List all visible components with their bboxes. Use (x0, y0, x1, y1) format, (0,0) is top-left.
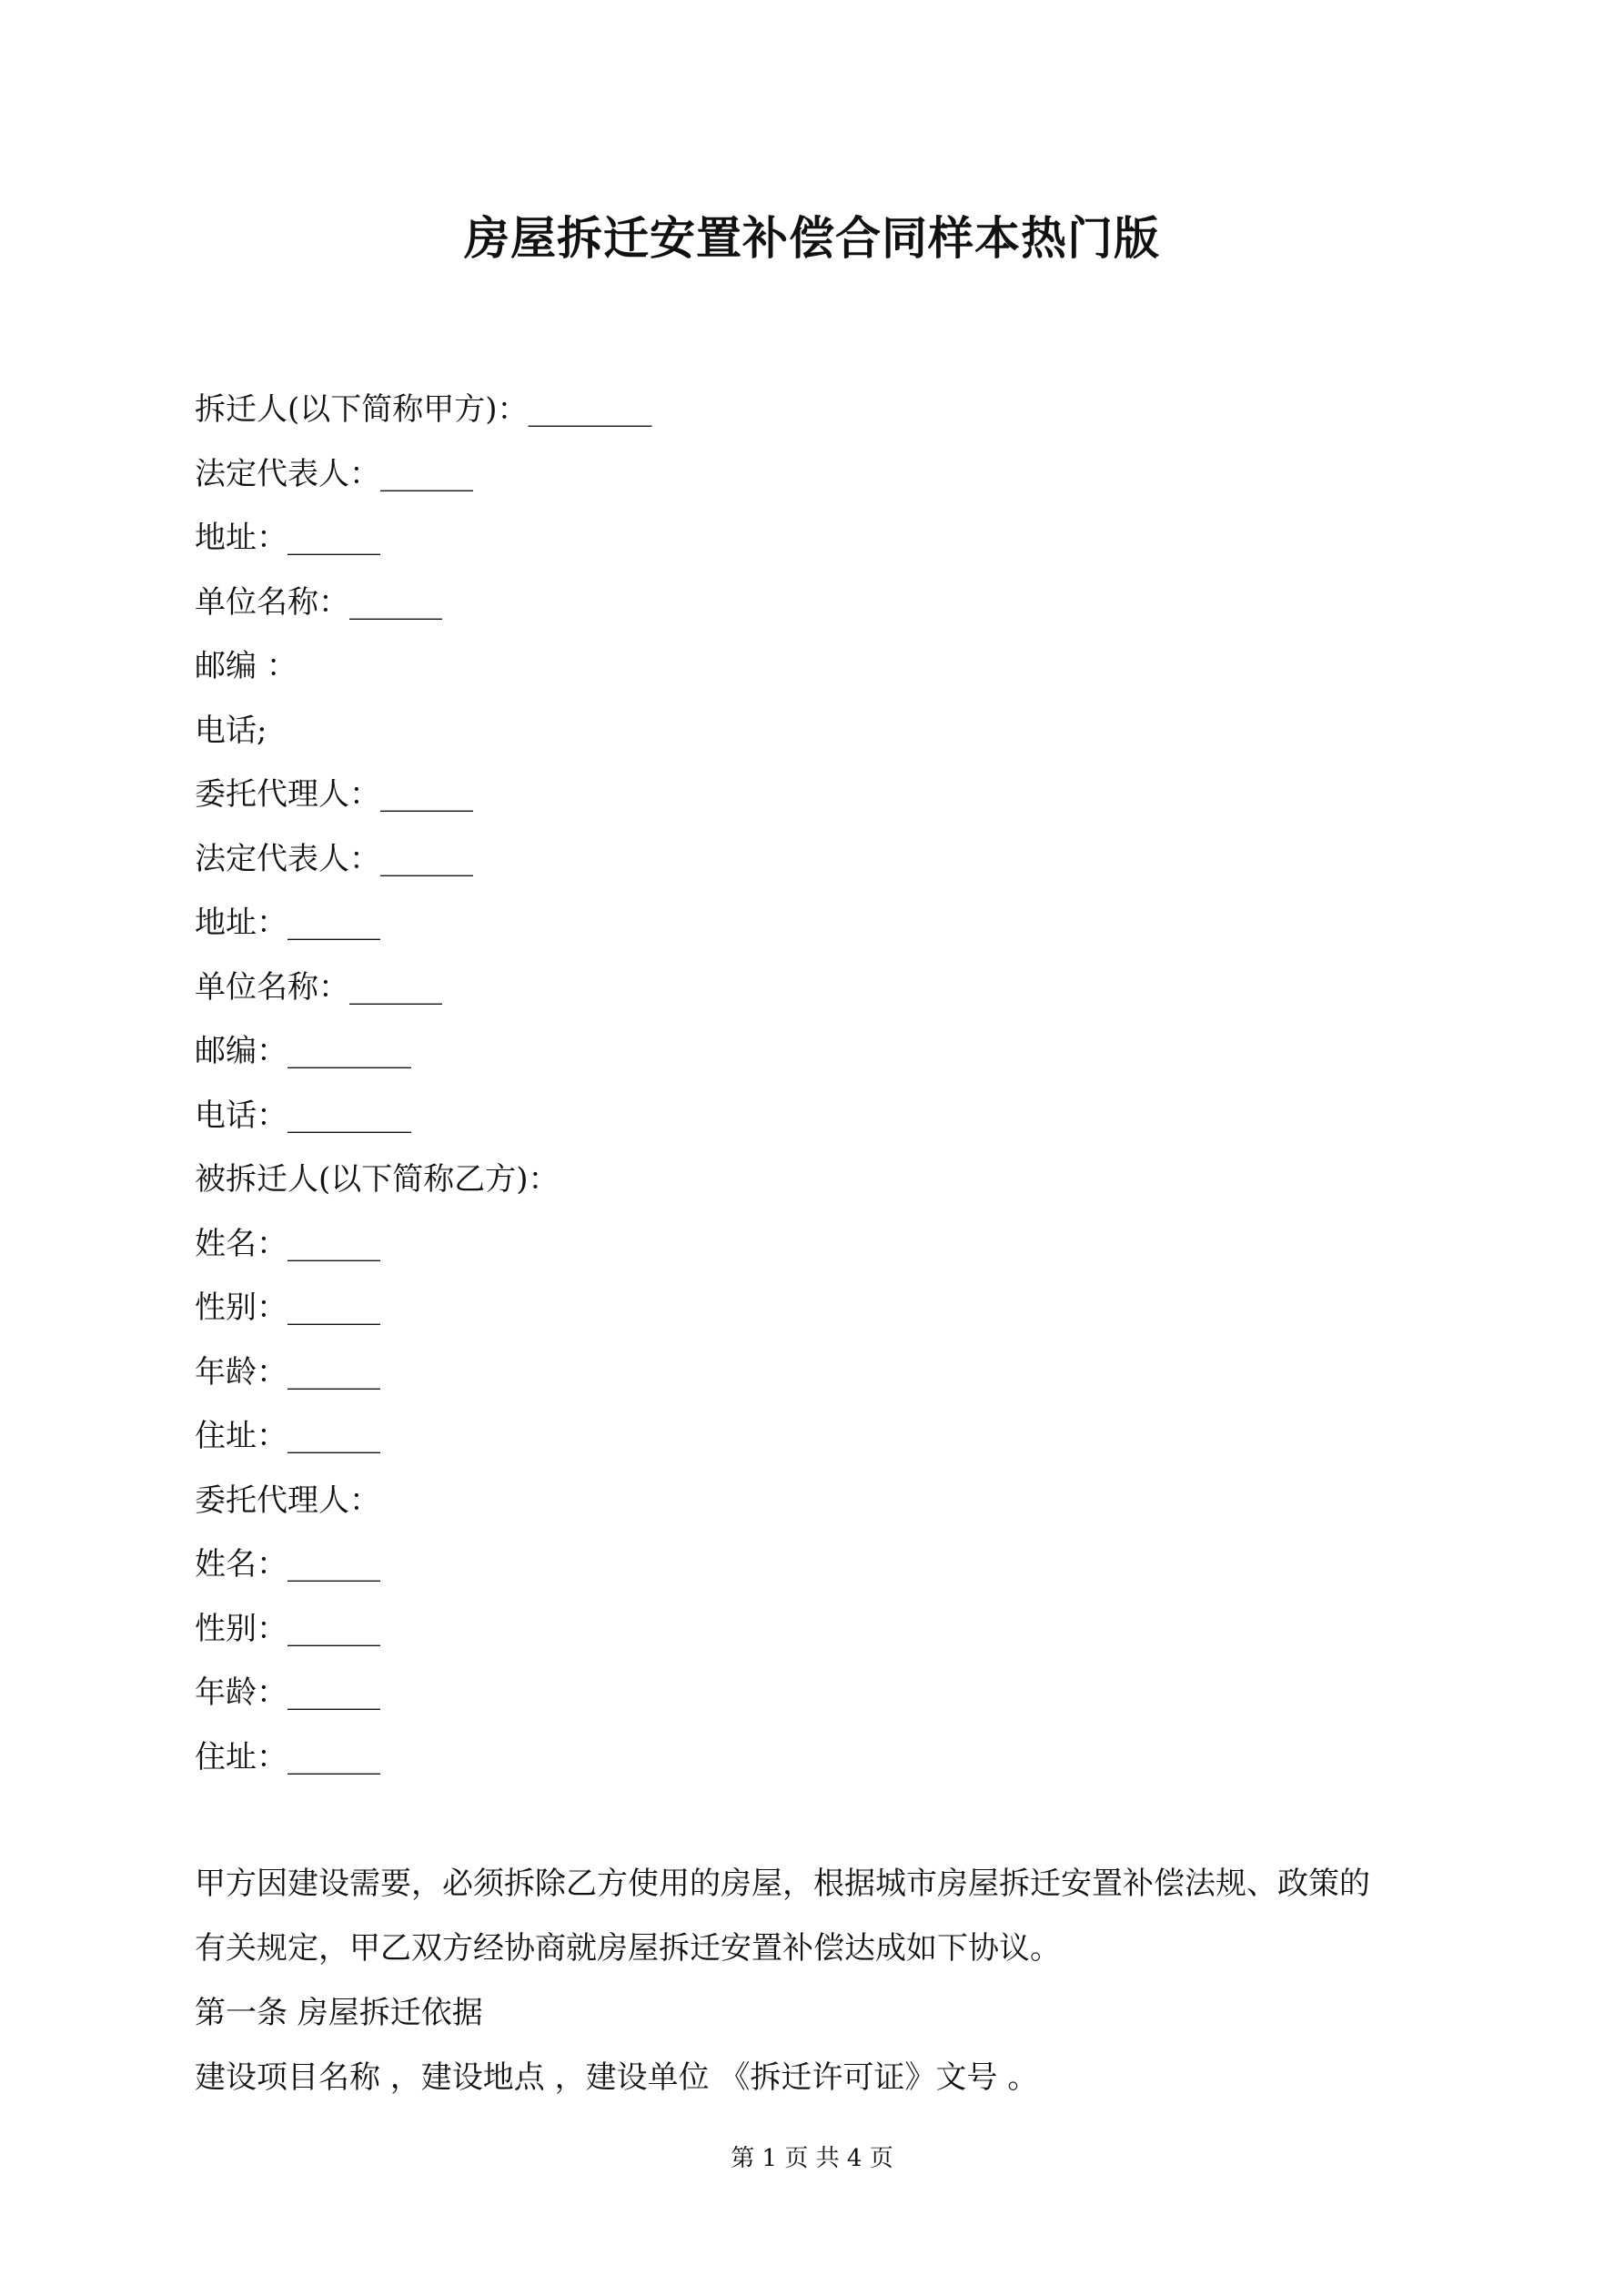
field-blank: ________ (287, 1097, 411, 1134)
field-blank: ______ (380, 455, 473, 492)
field-address-agent (195, 891, 1468, 956)
agreement-paragraph (195, 1852, 1441, 2110)
field-blank: ______ (287, 1546, 380, 1583)
field-label: 住址： (195, 1418, 287, 1454)
field-label: 年龄： (195, 1674, 287, 1711)
field-name-b (195, 1212, 1468, 1277)
field-blank: ______ (287, 1225, 380, 1262)
paragraph-line: 建设项目名称 ，建设地点 ，建设单位 《拆迁许可证》文号 。 (195, 2059, 1039, 2096)
field-demolished-party (195, 1148, 1468, 1212)
field-label: 姓名： (195, 1546, 287, 1583)
field-phone-a (195, 699, 1468, 764)
document-title: 房屋拆迁安置补偿合同样本热门版 (464, 211, 1160, 265)
field-label: 单位名称： (195, 968, 349, 1006)
paragraph-line: 有关规定，甲乙双方经协商就房屋拆迁安置补偿达成如下协议。 (195, 1930, 1061, 1967)
field-address-a (195, 506, 1468, 571)
field-postcode-a (195, 634, 1468, 699)
field-blank: ________ (287, 1033, 411, 1069)
field-label: 性别： (195, 1290, 287, 1326)
field-label: 邮编： (195, 1033, 287, 1069)
field-blank: ______ (287, 1353, 380, 1391)
paragraph-line: 甲方因建设需要，必须拆除乙方使用的房屋，根据城市房屋拆迁安置补偿法规、政策的 (195, 1866, 1370, 1902)
field-label: 姓名： (195, 1225, 287, 1262)
field-blank: ______ (287, 1290, 380, 1326)
field-label: 性别： (195, 1610, 287, 1647)
field-name-agent-b (195, 1532, 1468, 1597)
field-label: 邮编 ： (195, 648, 298, 684)
field-agent-b (195, 1469, 1468, 1533)
page-footer: 第 1 页 共 4 页 (731, 2145, 893, 2172)
field-blank: ________ (528, 391, 652, 428)
field-legal-rep-a (195, 442, 1468, 507)
field-postcode-agent (195, 1019, 1468, 1084)
field-residence-b (195, 1404, 1468, 1469)
field-label: 年龄： (195, 1353, 287, 1391)
field-gender-b (195, 1276, 1468, 1340)
field-label: 电话： (195, 1097, 287, 1134)
field-label: 委托代理人： (195, 1482, 380, 1519)
field-blank: ______ (287, 1674, 380, 1711)
party-fields (195, 378, 1468, 1789)
article-heading: 第一条 房屋拆迁依据 (195, 1995, 483, 2031)
field-blank: ______ (349, 968, 442, 1006)
field-label: 地址： (195, 520, 287, 556)
field-unit-name-a (195, 571, 1468, 635)
field-blank: ______ (380, 840, 473, 877)
field-agent-a (195, 763, 1468, 827)
field-blank: ______ (349, 583, 442, 621)
field-blank: ______ (287, 1738, 380, 1775)
field-blank: ______ (287, 905, 380, 941)
field-residence-agent-b (195, 1725, 1468, 1790)
field-label: 住址： (195, 1738, 287, 1775)
field-age-b (195, 1340, 1468, 1405)
field-gender-agent-b (195, 1597, 1468, 1662)
field-legal-rep-agent (195, 827, 1468, 892)
field-label: 法定代表人： (195, 840, 380, 877)
field-label: 被拆迁人(以下简称乙方)： (195, 1161, 560, 1198)
field-demolisher (195, 378, 1468, 442)
field-label: 委托代理人： (195, 776, 380, 813)
field-blank: ______ (287, 520, 380, 556)
field-label: 拆迁人(以下简称甲方)： (195, 391, 529, 428)
field-label: 地址： (195, 905, 287, 941)
field-blank: ______ (287, 1418, 380, 1454)
field-age-agent-b (195, 1661, 1468, 1725)
field-unit-name-agent (195, 956, 1468, 1020)
field-label: 法定代表人： (195, 455, 380, 492)
field-label: 电话; (195, 712, 267, 749)
field-blank: ______ (287, 1610, 380, 1647)
field-phone-agent (195, 1084, 1468, 1148)
field-blank: ______ (380, 776, 473, 813)
field-label: 单位名称： (195, 583, 349, 621)
